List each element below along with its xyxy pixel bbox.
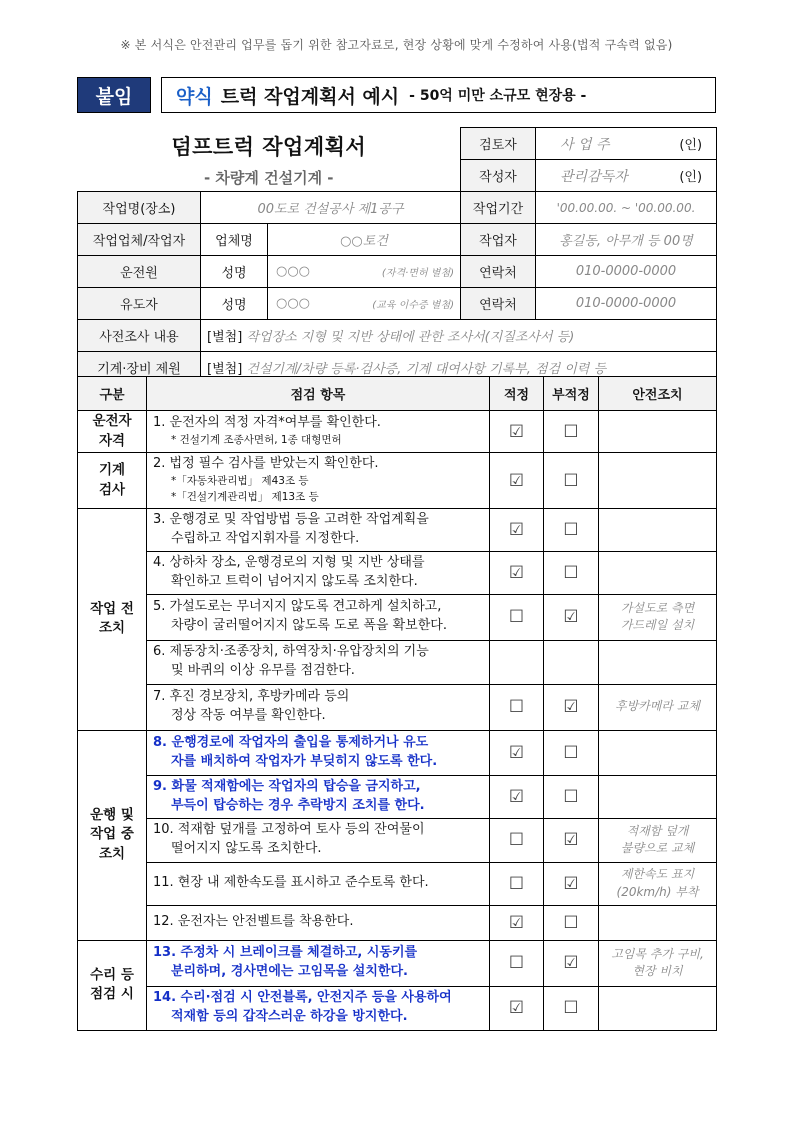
form-title-block bbox=[78, 128, 461, 192]
ok-checkbox-10[interactable]: ☐ bbox=[490, 818, 544, 862]
table-row bbox=[78, 594, 717, 640]
company-label: 작업업체/작업자 bbox=[78, 224, 201, 256]
ng-checkbox-3[interactable]: ☐ bbox=[544, 509, 599, 552]
driver-name: ○○○ bbox=[276, 264, 311, 279]
ng-checkbox-14[interactable]: ☐ bbox=[544, 986, 599, 1030]
ng-checkbox-4[interactable]: ☐ bbox=[544, 551, 599, 594]
category-operation-measures: 운행 및 작업 중 조치 bbox=[78, 730, 147, 940]
ng-checkbox-12[interactable]: ☐ bbox=[544, 905, 599, 940]
table-row bbox=[78, 862, 717, 905]
table-row bbox=[78, 684, 717, 730]
action-5[interactable]: 가설도로 측면 가드레일 설치 bbox=[599, 594, 717, 640]
ng-checkbox-10[interactable]: ☑ bbox=[544, 818, 599, 862]
ok-checkbox-12[interactable]: ☑ bbox=[490, 905, 544, 940]
work-plan-header-table bbox=[77, 127, 717, 384]
inspection-checklist-table bbox=[77, 376, 717, 1031]
ng-checkbox-9[interactable]: ☐ bbox=[544, 775, 599, 818]
category-repair-inspection: 수리 등 점검 시 bbox=[78, 940, 147, 1030]
col-header-ng: 부적정 bbox=[544, 377, 599, 411]
guide-contact[interactable]: 010-0000-0000 bbox=[536, 288, 717, 320]
survey-attach: [별첨] bbox=[207, 330, 243, 345]
guide-contact-label: 연락처 bbox=[461, 288, 536, 320]
action-4[interactable] bbox=[599, 551, 717, 594]
attachment-badge: 붙임 bbox=[77, 77, 151, 113]
table-row bbox=[78, 775, 717, 818]
ok-checkbox-1[interactable]: ☑ bbox=[490, 411, 544, 453]
ng-checkbox-7[interactable]: ☑ bbox=[544, 684, 599, 730]
driver-contact[interactable]: 010-0000-0000 bbox=[536, 256, 717, 288]
check-item-2: 2. 법정 필수 검사를 받았는지 확인한다. *「자동차관리법」 제43조 등 *「건설기계관리법」 제13조 등 bbox=[147, 453, 490, 509]
worker-label: 작업자 bbox=[461, 224, 536, 256]
document-title bbox=[161, 77, 716, 113]
ok-checkbox-7[interactable]: ☐ bbox=[490, 684, 544, 730]
col-header-category: 구분 bbox=[78, 377, 147, 411]
action-1[interactable] bbox=[599, 411, 717, 453]
check-item-10: 10. 적재함 덮개를 고정하여 토사 등의 잔여물이 떨어지지 않도록 조치한다. bbox=[147, 818, 490, 862]
table-row bbox=[78, 940, 717, 986]
period-label: 작업기간 bbox=[461, 192, 536, 224]
driver-contact-label: 연락처 bbox=[461, 256, 536, 288]
ok-checkbox-2[interactable]: ☑ bbox=[490, 453, 544, 509]
driver-name-cell[interactable] bbox=[268, 256, 461, 288]
check-item-8: 8. 운행경로에 작업자의 출입을 통제하거나 유도 자를 배치하여 작업자가 부딪히지 않도록 한다. bbox=[147, 730, 490, 775]
ng-checkbox-2[interactable]: ☐ bbox=[544, 453, 599, 509]
table-row bbox=[78, 818, 717, 862]
ng-checkbox-5[interactable]: ☑ bbox=[544, 594, 599, 640]
author-cell[interactable] bbox=[536, 160, 717, 192]
title-highlight: 약식 bbox=[176, 85, 213, 108]
title-main: 트럭 작업계획서 예시 bbox=[220, 85, 400, 108]
action-8[interactable] bbox=[599, 730, 717, 775]
ok-checkbox-3[interactable]: ☑ bbox=[490, 509, 544, 552]
check-item-3: 3. 운행경로 및 작업방법 등을 고려한 작업계획을 수립하고 작업지휘자를 지정한다. bbox=[147, 509, 490, 552]
reviewer-label: 검토자 bbox=[461, 128, 536, 160]
reviewer-value: 사 업 주 bbox=[560, 136, 610, 153]
workname-value[interactable]: 00도로 건설공사 제1공구 bbox=[201, 192, 461, 224]
survey-label: 사전조사 내용 bbox=[78, 320, 201, 352]
ng-checkbox-11[interactable]: ☑ bbox=[544, 862, 599, 905]
ok-checkbox-8[interactable]: ☑ bbox=[490, 730, 544, 775]
check-item-6: 6. 제동장치·조종장치, 하역장치·유압장치의 기능 및 바퀴의 이상 유무를 점검한다. bbox=[147, 640, 490, 684]
ng-checkbox-13[interactable]: ☑ bbox=[544, 940, 599, 986]
action-7[interactable]: 후방카메라 교체 bbox=[599, 684, 717, 730]
reviewer-seal: (인) bbox=[679, 137, 703, 153]
equip-value: 건설기계/차량 등록·검사증, 기계 대여사항 기록부, 점검 이력 등 bbox=[246, 362, 607, 377]
driver-name-label: 성명 bbox=[201, 256, 268, 288]
col-header-ok: 적정 bbox=[490, 377, 544, 411]
disclaimer-notice: ※ 본 서식은 안전관리 업무를 돕기 위한 참고자료로, 현장 상황에 맞게 수정하여 사용(법적 구속력 없음) bbox=[120, 38, 673, 52]
col-header-item: 점검 항목 bbox=[147, 377, 490, 411]
ok-checkbox-6[interactable] bbox=[490, 640, 544, 684]
check-item-1: 1. 운전자의 적정 자격*여부를 확인한다. * 건설기계 조종사면허, 1종 대형면허 bbox=[147, 411, 490, 453]
survey-cell[interactable] bbox=[201, 320, 717, 352]
action-12[interactable] bbox=[599, 905, 717, 940]
guide-note: (교육 이수증 별첨) bbox=[372, 300, 455, 311]
category-machine-inspection: 기계 검사 bbox=[78, 453, 147, 509]
ok-checkbox-4[interactable]: ☑ bbox=[490, 551, 544, 594]
ng-checkbox-1[interactable]: ☐ bbox=[544, 411, 599, 453]
check-item-7: 7. 후진 경보장치, 후방카메라 등의 정상 작동 여부를 확인한다. bbox=[147, 684, 490, 730]
check-item-5: 5. 가설도로는 무너지지 않도록 견고하게 설치하고, 차량이 굴러떨어지지 않도록 도로 폭을 확보한다. bbox=[147, 594, 490, 640]
col-header-action: 안전조치 bbox=[599, 377, 717, 411]
author-seal: (인) bbox=[679, 169, 703, 185]
table-row bbox=[78, 509, 717, 552]
workname-label: 작업명(장소) bbox=[78, 192, 201, 224]
worker-value[interactable]: 홍길동, 아무개 등 00명 bbox=[536, 224, 717, 256]
table-row bbox=[78, 986, 717, 1030]
ok-checkbox-9[interactable]: ☑ bbox=[490, 775, 544, 818]
check-item-13: 13. 주정차 시 브레이크를 체결하고, 시동키를 분리하며, 경사면에는 고임목을 설치한다. bbox=[147, 940, 490, 986]
form-subtitle: - 차량계 건설기계 - bbox=[203, 168, 334, 187]
category-pre-work-measures: 작업 전 조치 bbox=[78, 509, 147, 731]
check-item-4: 4. 상하차 장소, 운행경로의 지형 및 지반 상태를 확인하고 트럭이 넘어지지 않도록 조치한다. bbox=[147, 551, 490, 594]
ng-checkbox-6[interactable] bbox=[544, 640, 599, 684]
ok-checkbox-14[interactable]: ☑ bbox=[490, 986, 544, 1030]
action-2[interactable] bbox=[599, 453, 717, 509]
table-row bbox=[78, 551, 717, 594]
check-item-12: 12. 운전자는 안전벨트를 착용한다. bbox=[147, 905, 490, 940]
check-item-14: 14. 수리·점검 시 안전블록, 안전지주 등을 사용하여 적재함 등의 갑작스러운 하강을 방지한다. bbox=[147, 986, 490, 1030]
driver-label: 운전원 bbox=[78, 256, 201, 288]
category-driver-qualification: 운전자 자격 bbox=[78, 411, 147, 453]
action-14[interactable] bbox=[599, 986, 717, 1030]
action-10[interactable]: 적재함 덮개 불량으로 교체 bbox=[599, 818, 717, 862]
check-item-11: 11. 현장 내 제한속도를 표시하고 준수토록 한다. bbox=[147, 862, 490, 905]
ok-checkbox-11[interactable]: ☐ bbox=[490, 862, 544, 905]
ok-checkbox-5[interactable]: ☐ bbox=[490, 594, 544, 640]
period-value[interactable]: '00.00.00. ~ '00.00.00. bbox=[536, 192, 717, 224]
table-row bbox=[78, 905, 717, 940]
check-item-9: 9. 화물 적재함에는 작업자의 탑승을 금지하고, 부득이 탑승하는 경우 추락방지 조치를 한다. bbox=[147, 775, 490, 818]
title-sub: - 50억 미만 소규모 현장용 - bbox=[409, 88, 587, 104]
table-row bbox=[78, 411, 717, 453]
equip-label: 기계·장비 제원 bbox=[78, 352, 201, 384]
action-11[interactable]: 제한속도 표지 (20km/h) 부착 bbox=[599, 862, 717, 905]
table-row bbox=[78, 453, 717, 509]
author-label: 작성자 bbox=[461, 160, 536, 192]
form-title: 덤프트럭 작업계획서 bbox=[171, 134, 367, 159]
company-sublabel: 업체명 bbox=[201, 224, 268, 256]
author-value: 관리감독자 bbox=[560, 168, 628, 185]
action-13[interactable]: 고임목 추가 구비, 현장 비치 bbox=[599, 940, 717, 986]
table-row bbox=[78, 730, 717, 775]
guide-name-label: 성명 bbox=[201, 288, 268, 320]
action-9[interactable] bbox=[599, 775, 717, 818]
driver-note: (자격·면허 별첨) bbox=[381, 268, 455, 279]
ok-checkbox-13[interactable]: ☐ bbox=[490, 940, 544, 986]
ng-checkbox-8[interactable]: ☐ bbox=[544, 730, 599, 775]
guide-name-cell[interactable] bbox=[268, 288, 461, 320]
company-value[interactable]: ○○토건 bbox=[268, 224, 461, 256]
reviewer-cell[interactable] bbox=[536, 128, 717, 160]
guide-name: ○○○ bbox=[276, 296, 311, 311]
equip-attach: [별첨] bbox=[207, 362, 243, 377]
action-6[interactable] bbox=[599, 640, 717, 684]
document-title-bar bbox=[77, 77, 716, 113]
guide-label: 유도자 bbox=[78, 288, 201, 320]
survey-value: 작업장소 지형 및 지반 상태에 관한 조사서(지질조사서 등) bbox=[246, 330, 575, 345]
table-row bbox=[78, 640, 717, 684]
action-3[interactable] bbox=[599, 509, 717, 552]
